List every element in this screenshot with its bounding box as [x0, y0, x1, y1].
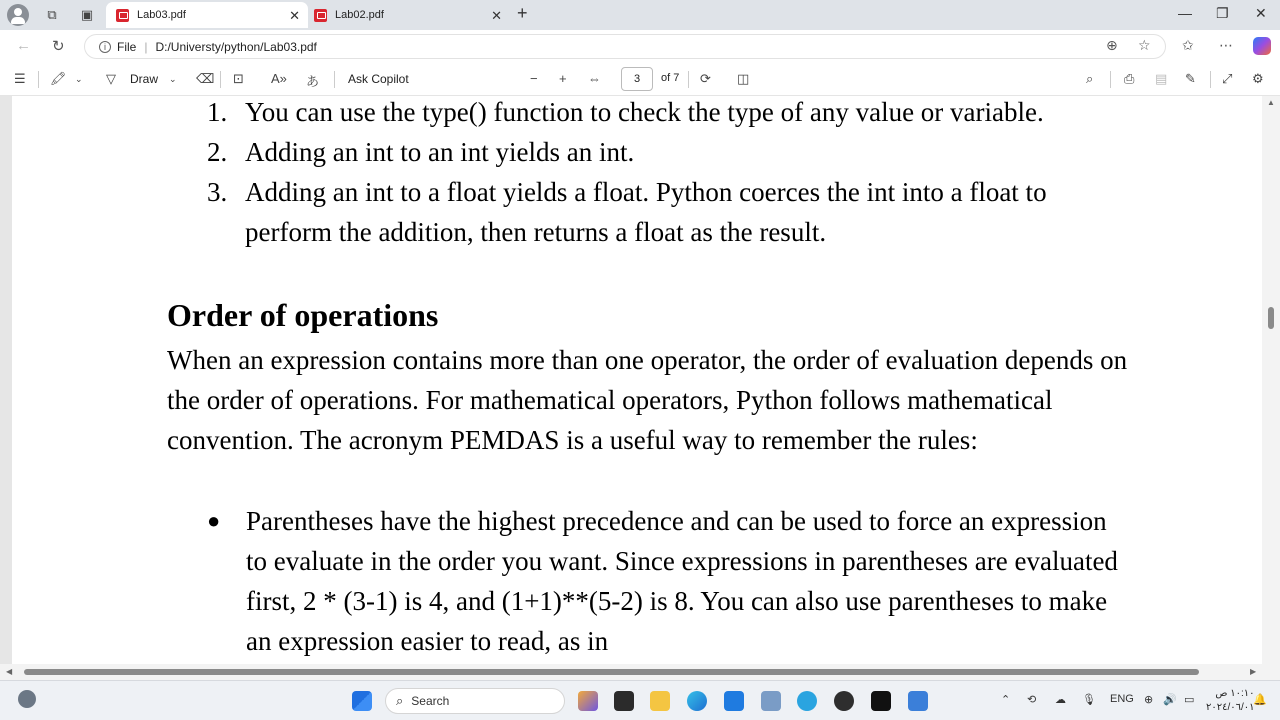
pdf-page [12, 96, 1262, 664]
tab-strip [0, 0, 1280, 30]
draw-button[interactable]: Draw [130, 72, 159, 86]
ask-copilot-button[interactable]: Ask Copilot [348, 72, 409, 86]
divider [688, 71, 689, 88]
new-tab-button[interactable]: + [517, 3, 528, 23]
divider [220, 71, 221, 88]
bullet-marker: ● [207, 508, 221, 533]
taskbar [0, 680, 1280, 720]
url-text[interactable]: D:/Universty/python/Lab03.pdf [155, 39, 317, 54]
rotate-icon[interactable]: ⟳ [700, 71, 711, 86]
edge-browser-icon[interactable] [687, 691, 707, 711]
horizontal-scroll-thumb[interactable] [24, 669, 1199, 675]
scheme-label: File [117, 39, 137, 54]
tab-lab02[interactable] [304, 2, 510, 28]
address-row [0, 30, 1280, 62]
pycharm-icon[interactable] [871, 691, 891, 711]
document-viewport[interactable] [0, 96, 1280, 664]
volume-icon[interactable]: 🔊 [1163, 694, 1177, 706]
file-explorer-icon[interactable] [650, 691, 670, 711]
store-icon[interactable] [724, 691, 744, 711]
vertical-scrollbar[interactable] [1262, 96, 1280, 664]
page-view-icon[interactable]: ◫ [737, 71, 750, 86]
fullscreen-icon[interactable]: ⤢ [1222, 71, 1233, 86]
battery-icon[interactable]: ▭ [1184, 694, 1195, 706]
translate-icon[interactable]: あ [306, 74, 320, 89]
zoom-in-icon[interactable]: + [559, 71, 567, 86]
list-marker: 2. [207, 137, 228, 167]
vertical-scroll-thumb[interactable] [1268, 307, 1274, 329]
language-indicator[interactable]: ENG [1110, 693, 1134, 705]
minimize-button[interactable]: — [1178, 5, 1192, 21]
more-menu-icon[interactable]: ⋯ [1219, 37, 1233, 53]
list-item [207, 132, 1167, 172]
network-icon[interactable]: ⊕ [1144, 694, 1154, 706]
widgets-icon[interactable] [18, 690, 36, 708]
divider [38, 71, 39, 88]
text-box-icon[interactable]: ⊡ [233, 71, 244, 86]
pdf-file-icon [314, 9, 327, 22]
pdf-file-icon [116, 9, 129, 22]
telegram-icon[interactable] [797, 691, 817, 711]
show-hidden-icons-icon[interactable]: ⌃ [1001, 694, 1011, 706]
search-label: Search [411, 694, 450, 708]
refresh-icon[interactable]: ↻ [52, 38, 65, 55]
divider [334, 71, 335, 88]
back-icon[interactable]: ← [16, 37, 31, 54]
notification-bell-icon[interactable]: 🔔 [1253, 694, 1267, 706]
pdf-toolbar [0, 62, 1280, 96]
snipping-tool-icon[interactable] [761, 691, 781, 711]
contents-icon[interactable]: ☰ [14, 71, 26, 86]
list-item [207, 96, 1167, 132]
page-number-input[interactable]: 3 [621, 67, 653, 91]
close-icon[interactable]: ✕ [491, 8, 502, 23]
eraser-icon[interactable]: ⌫ [196, 71, 215, 86]
workspaces-icon[interactable]: ⧉ [47, 7, 57, 22]
body-paragraph: When an expression contains more than one operator, the order of evaluation depends on the order of operations. For mathematical operators, Python follows mathematical convention. The acronym PEMDAS is a useful way to remember the rules: [167, 345, 1128, 455]
copilot-icon[interactable] [1253, 37, 1271, 55]
save-as-icon[interactable]: ✎ [1185, 71, 1196, 86]
list-marker: 1. [207, 97, 228, 127]
tab-lab03[interactable] [106, 2, 308, 28]
bullet-text: Parentheses have the highest precedence and can be used to force an expression to evaluate in the order you want. Since expressions in parentheses are evaluated first, 2 * (3-1) is 4, and (1+1)**(5-2) is 8. You can also use parentheses to make an expression easier to read, as in [246, 506, 1118, 656]
start-windows-icon[interactable] [352, 691, 372, 711]
close-window-button[interactable]: ✕ [1255, 5, 1267, 21]
tab-title: Lab03.pdf [137, 9, 186, 21]
read-aloud-icon[interactable]: A» [271, 71, 287, 86]
section-heading: Order of operations [167, 297, 439, 333]
chevron-down-icon[interactable]: ⌄ [169, 74, 177, 84]
profile-icon[interactable] [7, 4, 29, 26]
vertical-tabs-icon[interactable]: ▣ [80, 7, 94, 22]
divider [1110, 71, 1111, 88]
highlight-icon[interactable]: 🖍 [50, 71, 67, 86]
address-bar[interactable] [84, 34, 1166, 59]
search-icon: ⌕ [396, 693, 404, 708]
whatsapp-icon[interactable] [834, 691, 854, 711]
maximize-button[interactable]: ❐ [1216, 5, 1229, 21]
print-icon[interactable]: ⎙ [1124, 71, 1135, 86]
copilot-app-icon[interactable] [578, 691, 598, 711]
settings-gear-icon[interactable]: ⚙ [1252, 71, 1264, 86]
favorite-star-icon[interactable]: ☆ [1138, 37, 1151, 53]
clock-date: ٢٠٢٤/٠٦/٠١ [1206, 702, 1255, 713]
list-item [207, 172, 1167, 252]
list-item-text: Adding an int to an int yields an int. [245, 137, 635, 167]
clock-time: ١٠:١٠ ص [1215, 688, 1255, 699]
zoom-out-icon[interactable]: − [530, 71, 538, 86]
sync-icon[interactable]: ⟲ [1027, 694, 1037, 706]
numbered-list [207, 96, 1167, 252]
close-icon[interactable]: ✕ [289, 8, 300, 23]
scroll-right-icon[interactable]: ▶ [1250, 667, 1257, 676]
system-clock[interactable] [1206, 687, 1255, 715]
info-icon[interactable]: i [99, 41, 111, 53]
zoom-icon[interactable]: ⊕ [1106, 37, 1118, 53]
list-item-text: You can use the type() function to check the type of any value or variable. [245, 97, 1044, 127]
horizontal-scrollbar[interactable] [0, 664, 1280, 680]
scroll-left-icon[interactable]: ◀ [6, 667, 13, 676]
cloud-icon[interactable]: ☁ [1055, 694, 1066, 706]
favorites-icon[interactable]: ✩ [1182, 37, 1194, 53]
page-total: of 7 [661, 72, 680, 84]
list-marker: 3. [207, 177, 228, 207]
microphone-icon[interactable]: 🎙 [1082, 694, 1096, 706]
scroll-up-icon[interactable]: ▲ [1267, 98, 1275, 107]
draw-icon[interactable]: ▽ [106, 71, 116, 86]
save-icon[interactable]: ▤ [1155, 71, 1168, 86]
fit-page-icon[interactable]: ⇔ [588, 71, 601, 86]
bullet-item [207, 501, 1127, 661]
taskbar-search[interactable] [385, 688, 565, 714]
chevron-down-icon[interactable]: ⌄ [75, 74, 83, 84]
address-divider: | [144, 39, 148, 54]
tab-title: Lab02.pdf [335, 9, 384, 21]
list-item-text: Adding an int to a float yields a float. Python coerces the int into a float to perform the addition, then returns a float as the result. [245, 177, 1047, 247]
divider [1210, 71, 1211, 88]
chat-app-icon[interactable] [908, 691, 928, 711]
search-icon[interactable]: ⌕ [1086, 71, 1094, 86]
task-view-icon[interactable] [614, 691, 634, 711]
